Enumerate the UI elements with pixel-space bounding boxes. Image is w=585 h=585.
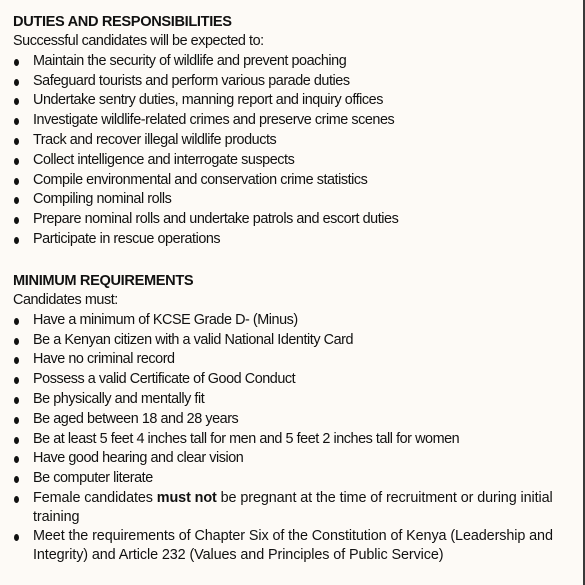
requirement-text: Have a minimum of KCSE Grade D- (Minus) xyxy=(33,311,298,328)
requirements-intro: Candidates must: xyxy=(13,292,118,308)
requirement-item xyxy=(13,527,573,565)
bullet-icon xyxy=(14,197,19,204)
duties-section xyxy=(13,12,573,250)
requirement-text: Have good hearing and clear vision xyxy=(33,450,244,467)
requirement-item xyxy=(13,311,573,331)
duty-text: Compile environmental and conservation crime statistics xyxy=(33,171,368,188)
requirement-item xyxy=(13,331,573,351)
bullet-icon xyxy=(14,138,19,145)
requirement-item xyxy=(13,410,573,430)
duty-text: Prepare nominal rolls and undertake patrols and escort duties xyxy=(33,211,399,228)
bullet-icon xyxy=(14,397,19,404)
duty-item xyxy=(13,111,573,131)
requirement-item xyxy=(13,449,573,469)
duty-item xyxy=(13,131,573,151)
requirement-text: Meet the requirements of Chapter Six of the Constitution of Kenya (Leadership and Integrity) and Article 232 (Values and Principles of Public Service) xyxy=(33,527,553,563)
bullet-icon xyxy=(14,377,19,384)
bullet-icon xyxy=(14,437,19,444)
requirement-text: Be a Kenyan citizen with a valid National Identity Card xyxy=(33,331,354,348)
duties-heading: DUTIES AND RESPONSIBILITIES xyxy=(13,14,232,30)
requirement-text-after: be pregnant at the time of recruitment or during initial training xyxy=(33,489,553,525)
duty-text: Undertake sentry duties, manning report and inquiry offices xyxy=(33,92,383,109)
requirement-text: Be physically and mentally fit xyxy=(33,390,205,407)
requirement-item xyxy=(13,350,573,370)
duty-text: Participate in rescue operations xyxy=(33,230,221,247)
bullet-icon xyxy=(14,318,19,325)
requirement-text: Be at least 5 feet 4 inches tall for men and 5 feet 2 inches tall for women xyxy=(33,430,460,447)
requirement-item xyxy=(13,489,573,527)
bullet-icon xyxy=(14,496,19,503)
requirement-text-emphasis: must not xyxy=(156,489,217,506)
duty-item xyxy=(13,230,573,250)
duties-list xyxy=(13,52,573,250)
bullet-icon xyxy=(14,476,19,483)
requirement-item xyxy=(13,370,573,390)
duty-text: Track and recover illegal wildlife products xyxy=(33,131,277,148)
requirement-text: Be computer literate xyxy=(33,470,153,487)
requirements-list xyxy=(13,311,573,565)
bullet-icon xyxy=(14,98,19,105)
duty-item xyxy=(13,72,573,92)
duty-text: Collect intelligence and interrogate suspects xyxy=(33,151,295,168)
duty-item xyxy=(13,52,573,72)
requirement-text: Possess a valid Certificate of Good Conduct xyxy=(33,371,296,388)
requirement-text: Be aged between 18 and 28 years xyxy=(33,410,239,427)
requirement-item xyxy=(13,390,573,410)
duty-item xyxy=(13,151,573,171)
bullet-icon xyxy=(14,79,19,86)
requirements-section xyxy=(13,271,573,565)
bullet-icon xyxy=(14,357,19,364)
bullet-icon xyxy=(14,178,19,185)
bullet-icon xyxy=(14,534,19,541)
duty-text: Maintain the security of wildlife and prevent poaching xyxy=(33,52,347,69)
requirement-text: Have no criminal record xyxy=(33,351,175,368)
bullet-icon xyxy=(14,237,19,244)
bullet-icon xyxy=(14,456,19,463)
duty-item xyxy=(13,171,573,191)
bullet-icon xyxy=(14,338,19,345)
bullet-icon xyxy=(14,59,19,66)
bullet-icon xyxy=(14,417,19,424)
duty-text: Compiling nominal rolls xyxy=(33,191,172,208)
requirement-text-before: Female candidates xyxy=(33,489,157,506)
duties-intro: Successful candidates will be expected to: xyxy=(13,33,264,49)
requirements-heading: MINIMUM REQUIREMENTS xyxy=(13,273,194,289)
duty-item xyxy=(13,91,573,111)
duty-text: Investigate wildlife-related crimes and preserve crime scenes xyxy=(33,112,395,129)
duty-text: Safeguard tourists and perform various parade duties xyxy=(33,72,350,89)
duty-item xyxy=(13,190,573,210)
bullet-icon xyxy=(14,118,19,125)
requirement-item xyxy=(13,430,573,450)
duty-item xyxy=(13,210,573,230)
requirement-item xyxy=(13,469,573,489)
bullet-icon xyxy=(14,158,19,165)
bullet-icon xyxy=(14,217,19,224)
